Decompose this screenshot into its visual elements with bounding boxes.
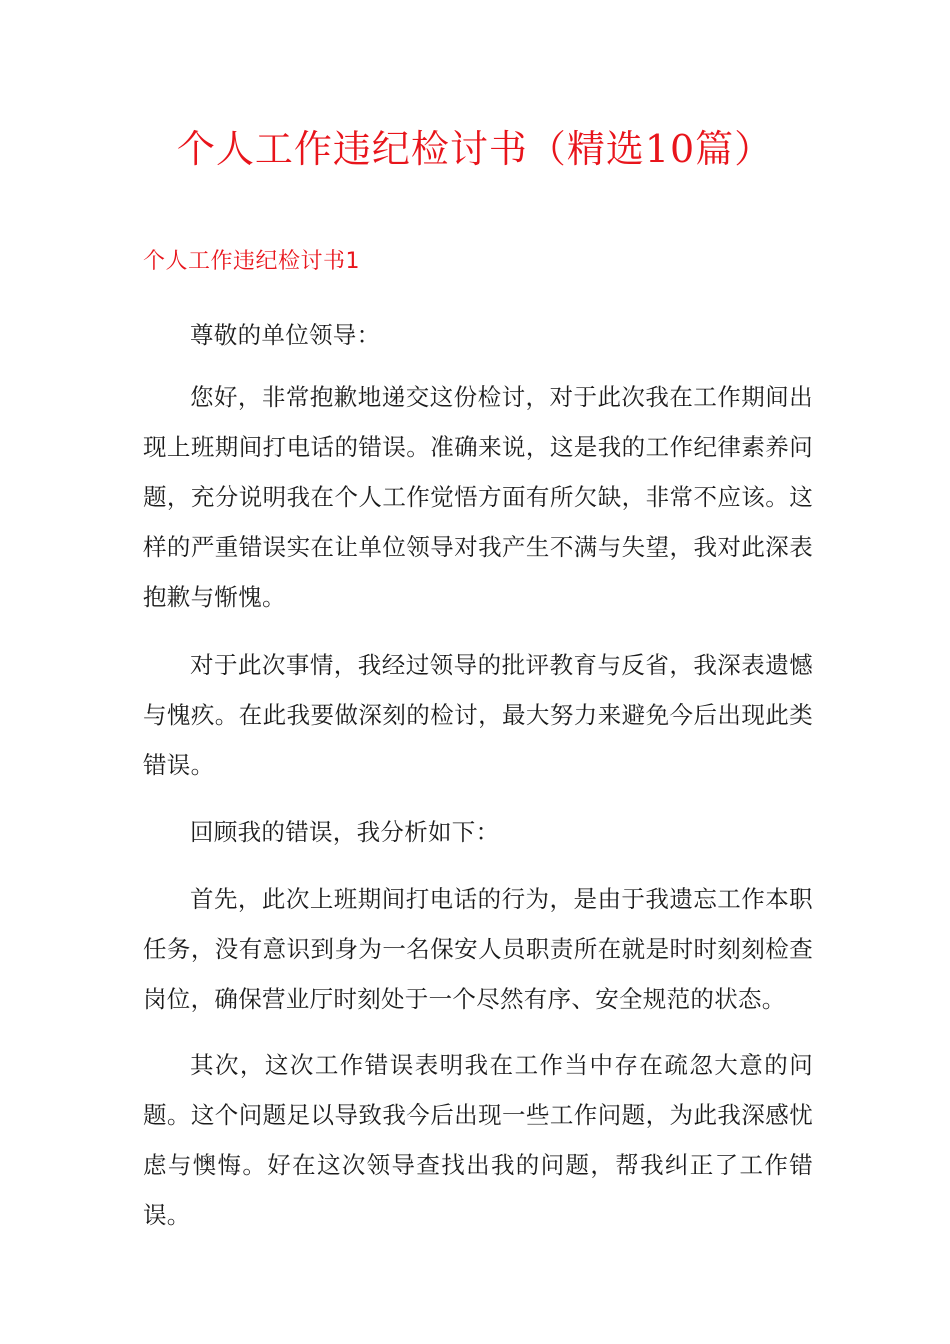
body-paragraph: 首先，此次上班期间打电话的行为，是由于我遗忘工作本职任务，没有意识到身为一名保安人员职责所在就是时时刻刻检查岗位，确保营业厅时刻处于一个尽然有序、安全规范的状态。 [143, 885, 813, 1013]
body-paragraph: 回顾我的错误，我分析如下： [190, 818, 500, 846]
salutation-paragraph: 尊敬的单位领导： [190, 321, 381, 349]
body-paragraph: 对于此次事情，我经过领导的批评教育与反省，我深表遗憾与愧疚。在此我要做深刻的检讨，最大努力来避免今后出现此类错误。 [143, 651, 813, 779]
body-paragraph: 其次，这次工作错误表明我在工作当中存在疏忽大意的问题。这个问题足以导致我今后出现一些工作问题，为此我深感忧虑与懊悔。好在这次领导查找出我的问题，帮我纠正了工作错误。 [143, 1051, 813, 1229]
body-paragraph: 您好，非常抱歉地递交这份检讨，对于此次我在工作期间出现上班期间打电话的错误。准确来说，这是我的工作纪律素养问题，充分说明我在个人工作觉悟方面有所欠缺，非常不应该。这样的严重错误实在让单位领导对我产生不满与失望，我对此深表抱歉与惭愧。 [143, 383, 813, 611]
document-title: 个人工作违纪检讨书（精选10篇） [176, 127, 774, 171]
section-heading: 个人工作违纪检讨书1 [143, 249, 360, 274]
